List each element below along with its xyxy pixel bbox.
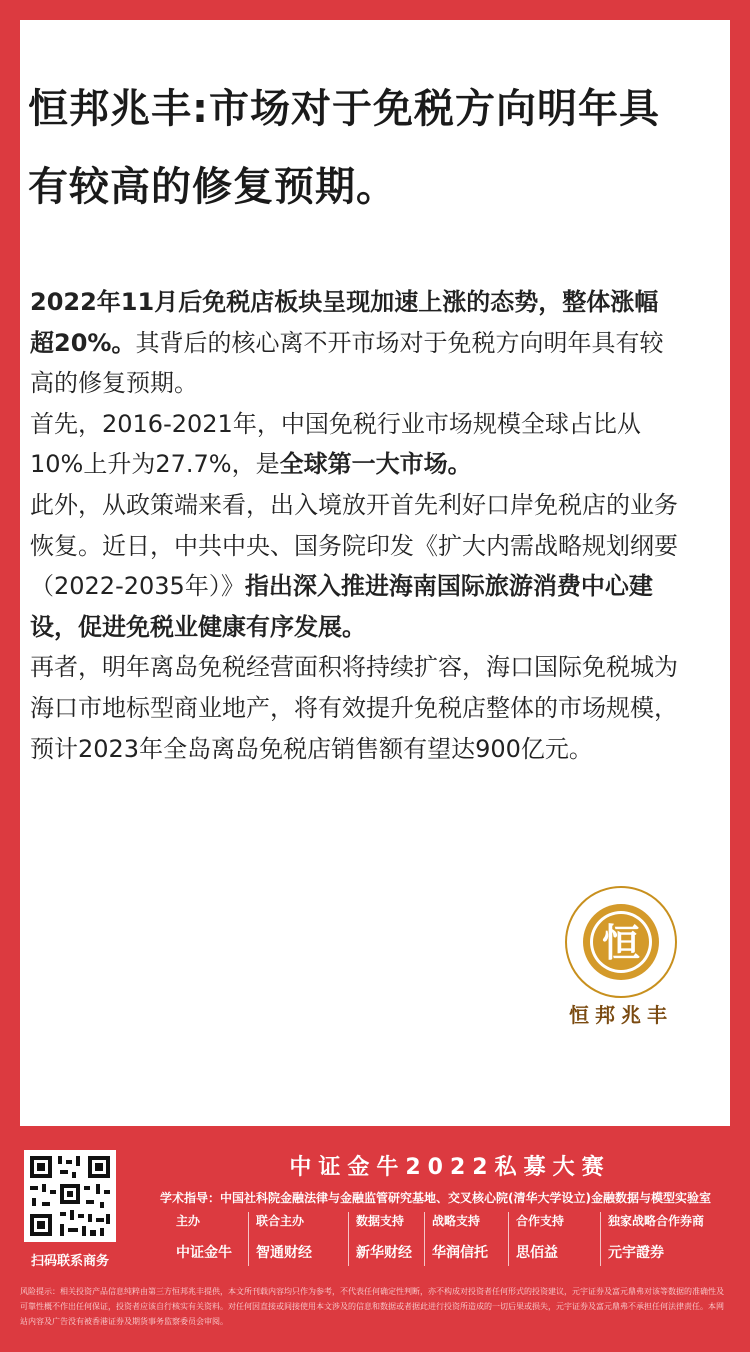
sponsor-name: 新华财经 bbox=[356, 1245, 412, 1261]
paragraph-1-text: 其背后的核心离不开市场对于免税方向明年具有较高的修复预期。 bbox=[30, 328, 664, 398]
logo-emblem-icon bbox=[562, 884, 680, 1034]
company-logo bbox=[562, 884, 680, 1034]
paragraph-4: 再者，明年离岛免税经营面积将持续扩容，海口国际免税城为海口市地标型商业地产，将有效提升免税店整体的市场规模，预计2023年全岛离岛免税店销售额有望达900亿元。 bbox=[30, 653, 678, 763]
sponsor-role: 数据支持 bbox=[356, 1214, 405, 1228]
sponsor-role: 主办 bbox=[176, 1214, 201, 1228]
sponsor-divider bbox=[348, 1212, 349, 1266]
contest-title: 中证金牛2022私募大赛 bbox=[289, 1155, 611, 1180]
sponsor-divider bbox=[424, 1212, 425, 1266]
sponsor-co-host bbox=[256, 1212, 312, 1268]
qr-code-icon bbox=[24, 1150, 116, 1242]
academic-guidance: 学术指导：中国社科院金融法律与金融监管研究基地、交叉核心院(清华大学设立)金融数据与模型实验室 bbox=[160, 1191, 711, 1205]
sponsor-list bbox=[170, 1212, 740, 1268]
sponsor-name: 元宇證券 bbox=[608, 1245, 664, 1261]
sponsor-role: 联合主办 bbox=[256, 1214, 305, 1228]
risk-disclaimer: 风险提示：相关投资产品信息纯粹由第三方恒邦兆丰提供，本文所刊载内容均只作为参考，不代表任何确定性判断，亦不构成对投资者任何形式的投资建议，元宇证券及富元鼎弗对该等数据的准确性及可靠性概不作出任何保证，投资者应该自行核实有关资料。对任何因直接或间接使用本文涉及的信息和数据或者据此进行投资所造成的一切后果或损失，元宇证券及富元鼎弗不承担任何法律责任。本网站内容及广告没有被香港证券及期货事务监察委员会审阅。 bbox=[20, 1287, 724, 1326]
sponsor-name: 华润信托 bbox=[432, 1245, 488, 1261]
sponsor-divider bbox=[248, 1212, 249, 1266]
sponsor-name: 思佰益 bbox=[516, 1245, 558, 1261]
sponsor-role: 战略支持 bbox=[432, 1214, 481, 1228]
article-title: 恒邦兆丰:市场对于免税方向明年具有较高的修复预期。 bbox=[28, 86, 660, 210]
sponsor-strategy bbox=[432, 1212, 488, 1268]
sponsor-name: 中证金牛 bbox=[176, 1245, 232, 1261]
sponsor-broker bbox=[608, 1212, 704, 1268]
paragraph-3-text: 此外，从政策端来看，出入境放开首先利好口岸免税店的业务恢复。近日，中共中央、国务院印发《扩大内需战略规划纲要（2022-2035年）》 bbox=[30, 490, 678, 601]
logo-char: 恒 bbox=[601, 921, 641, 965]
paragraph-2 bbox=[30, 404, 680, 485]
paragraph-1 bbox=[30, 282, 680, 404]
sponsor-role: 合作支持 bbox=[516, 1214, 565, 1228]
qr-code[interactable] bbox=[24, 1150, 116, 1242]
sponsor-divider bbox=[600, 1212, 601, 1266]
paragraph-3 bbox=[30, 485, 680, 647]
sponsor-host bbox=[176, 1212, 232, 1268]
sponsor-role: 独家战略合作券商 bbox=[608, 1214, 705, 1228]
sponsor-partner bbox=[516, 1212, 564, 1268]
paragraph-2-bold: 全球第一大市场。 bbox=[279, 450, 472, 479]
logo-name: 恒邦兆丰 bbox=[569, 1003, 673, 1027]
sponsor-divider bbox=[508, 1212, 509, 1266]
qr-label: 扫码联系商务 bbox=[30, 1254, 109, 1269]
article-body bbox=[30, 282, 680, 769]
sponsor-name: 智通财经 bbox=[256, 1245, 312, 1261]
paragraph-1-bold: 2022年11月后免税店板块呈现加速上涨的态势，整体涨幅超20%。 bbox=[30, 288, 659, 357]
paragraph-3-bold: 指出深入推进海南国际旅游消费中心建设，促进免税业健康有序发展。 bbox=[30, 572, 653, 641]
sponsor-data bbox=[356, 1212, 412, 1268]
paragraph-2-text: 首先，2016-2021年，中国免税行业市场规模全球占比从10%上升为27.7%，是 bbox=[30, 409, 641, 479]
